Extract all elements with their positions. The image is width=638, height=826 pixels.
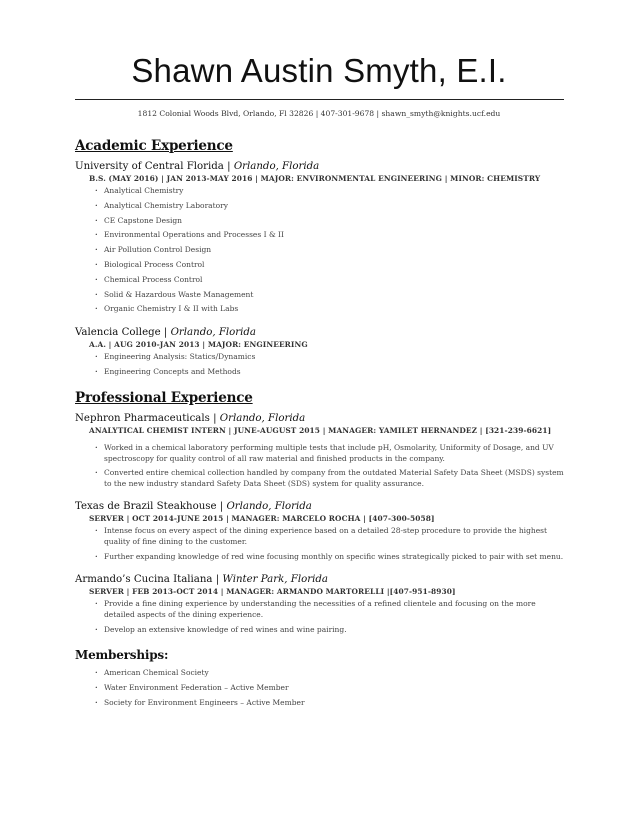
- list-item: · CE Capstone Design: [95, 216, 565, 227]
- list-item: · Chemical Process Control: [95, 275, 565, 286]
- list-item: · Environmental Operations and Processes I & II: [95, 230, 565, 241]
- institution-name: Valencia College: [75, 326, 161, 338]
- contact-line: 1812 Colonial Woods Blvd, Orlando, Fl 32826 | 407-301-9678 | shawn_smyth@knights.ucf.edu: [137, 109, 501, 118]
- resume-content: [75, 138, 565, 721]
- list-item: · Analytical Chemistry: [95, 186, 565, 197]
- list-item: · Water Environment Federation – Active Member: [95, 683, 565, 694]
- header-divider: [75, 99, 564, 100]
- list-item: · Develop an extensive knowledge of red wines and wine pairing.: [95, 625, 565, 636]
- entry-heading: Nephron Pharmaceuticals | Orlando, Florida: [75, 413, 306, 425]
- list-item: · Biological Process Control: [95, 260, 565, 271]
- list-item: · Intense focus on every aspect of the dining experience based on a detailed 28-step procedure to provide the highest quality of fine dining to the customer.: [95, 526, 565, 547]
- job-entry-armandos: [75, 573, 565, 635]
- duty-list: [75, 526, 565, 562]
- course-list: [75, 352, 565, 377]
- job-details: SERVER | OCT 2014-JUNE 2015 | MANAGER: MARCELO ROCHA | [407-300-5058]: [89, 514, 435, 524]
- employer-location: Winter Park, Florida: [222, 574, 328, 586]
- list-item: · Provide a fine dining experience by understanding the necessities of a refined clientele and focusing on the more detailed aspects of the dining experience.: [95, 599, 565, 620]
- job-entry-nephron: [75, 412, 565, 489]
- degree-details: A.A. | AUG 2010-JAN 2013 | MAJOR: ENGINEERING: [89, 339, 308, 349]
- list-item: · American Chemical Society: [95, 668, 565, 679]
- membership-list: [75, 668, 565, 708]
- candidate-name: Shawn Austin Smyth, E.I.: [131, 52, 507, 89]
- employer-name: Texas de Brazil Steakhouse: [75, 501, 217, 513]
- professional-section: [75, 390, 565, 635]
- list-item: · Engineering Analysis: Statics/Dynamics: [95, 352, 565, 363]
- education-entry-ucf: [75, 160, 565, 315]
- education-entry-valencia: [75, 326, 565, 377]
- list-item: · Analytical Chemistry Laboratory: [95, 201, 565, 212]
- memberships-section: [75, 648, 565, 708]
- degree-details: B.S. (MAY 2016) | JAN 2013-MAY 2016 | MAJOR: ENVIRONMENTAL ENGINEERING | MINOR: CHEMISTRY: [89, 174, 541, 183]
- employer-location: Orlando, Florida: [219, 413, 306, 425]
- employer-name: Armando’s Cucina Italiana: [75, 574, 213, 586]
- professional-heading: Professional Experience: [75, 390, 253, 407]
- list-item: · Worked in a chemical laboratory performing multiple tests that include pH, Osmolarity, Uniformity of Dosage, and UV spectroscopy for quality control of all raw material and finished products in the company.: [95, 443, 565, 464]
- list-item: · Organic Chemistry I & II with Labs: [95, 304, 565, 315]
- list-item: · Converted entire chemical collection handled by company from the outdated Material Safety Data Sheet (MSDS) system to the new industry standard Safety Data Sheet (SDS) system for quality assurance.: [95, 468, 565, 489]
- job-entry-texas-de-brazil: [75, 500, 565, 562]
- institution-name: University of Central Florida: [75, 161, 224, 172]
- entry-heading: University of Central Florida | Orlando, Florida: [75, 161, 320, 172]
- memberships-heading: Memberships:: [75, 648, 169, 663]
- list-item: · Air Pollution Control Design: [95, 245, 565, 256]
- course-list: [75, 186, 565, 315]
- entry-heading: Texas de Brazil Steakhouse | Orlando, Florida: [75, 501, 312, 513]
- list-item: · Engineering Concepts and Methods: [95, 367, 565, 378]
- list-item: · Solid & Hazardous Waste Management: [95, 290, 565, 301]
- duty-list: [75, 599, 565, 635]
- list-item: · Further expanding knowledge of red wine focusing monthly on specific wines strategically picked to pair with set menu.: [95, 552, 565, 563]
- entry-heading: Armando’s Cucina Italiana | Winter Park, Florida: [75, 574, 328, 586]
- institution-location: Orlando, Florida: [233, 161, 320, 172]
- duty-list: [75, 443, 565, 489]
- list-item: · Society for Environment Engineers – Active Member: [95, 698, 565, 709]
- academic-section: [75, 138, 565, 377]
- institution-location: Orlando, Florida: [170, 326, 257, 338]
- employer-name: Nephron Pharmaceuticals: [75, 413, 210, 425]
- job-details: SERVER | FEB 2013-OCT 2014 | MANAGER: ARMANDO MARTORELLI |[407-951-8930]: [89, 587, 456, 597]
- academic-heading: Academic Experience: [75, 138, 233, 154]
- job-details: ANALYTICAL CHEMIST INTERN | JUNE-AUGUST 2015 | MANAGER: YAMILET HERNANDEZ | [321-239-6621]: [89, 426, 552, 436]
- entry-heading: Valencia College | Orlando, Florida: [75, 326, 257, 338]
- employer-location: Orlando, Florida: [226, 501, 312, 513]
